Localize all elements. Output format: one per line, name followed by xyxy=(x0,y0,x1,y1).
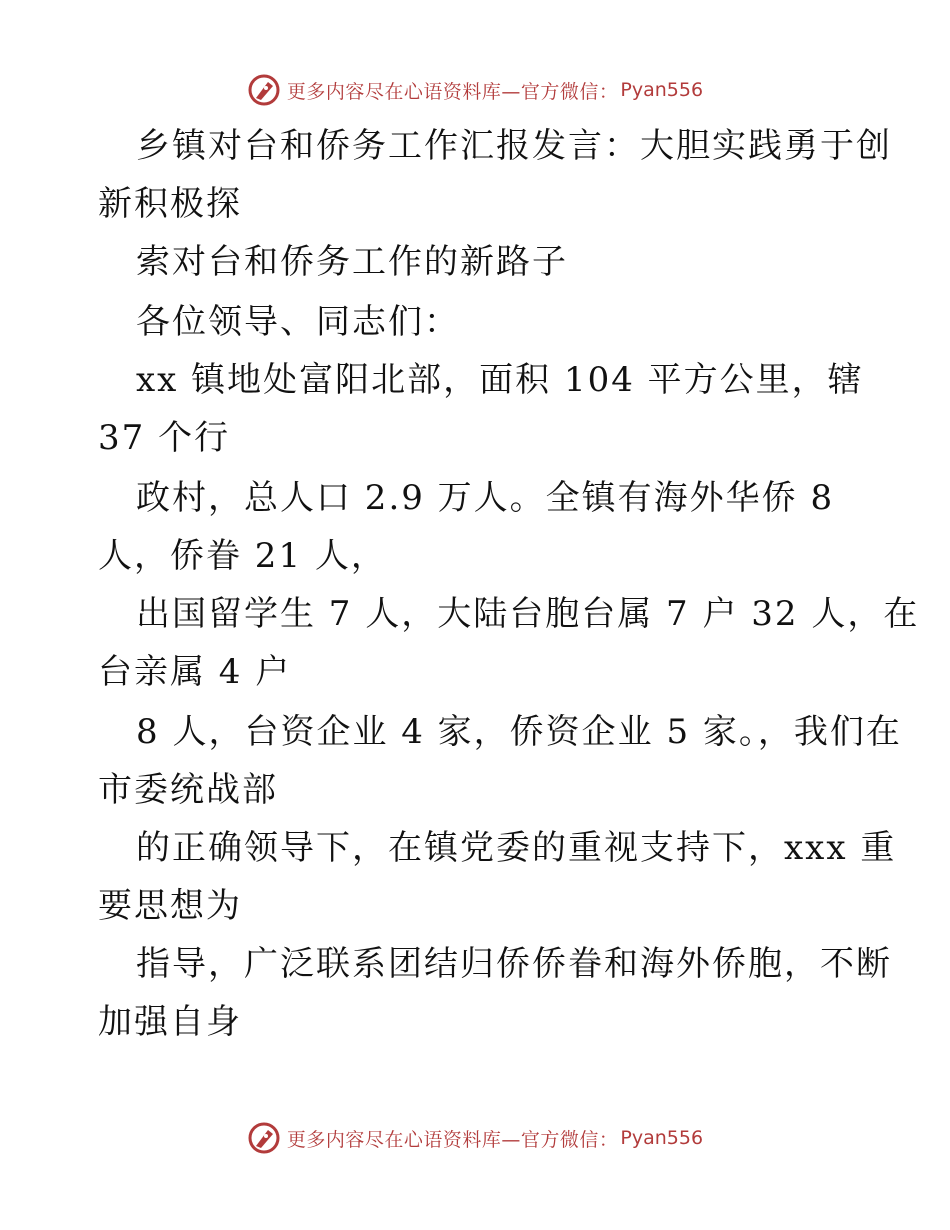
document-line: 8 人，台资企业 4 家，侨资企业 5 家。，我们在 xyxy=(136,712,902,752)
footer-banner-text: 更多内容尽在心语资料库—官方微信： xyxy=(286,1128,619,1151)
document-line: 出国留学生 7 人，大陆台胞台属 7 户 32 人，在 xyxy=(136,594,920,634)
footer-banner xyxy=(0,1118,950,1158)
header-banner-wechat-id: Pyan556 xyxy=(620,79,704,101)
document-line: 各位领导、同志们： xyxy=(136,302,460,342)
document-line: 37 个行 xyxy=(98,418,231,458)
header-banner-text: 更多内容尽在心语资料库—官方微信： xyxy=(286,80,619,103)
document-line: 政村，总人口 2.9 万人。全镇有海外华侨 8 xyxy=(136,478,835,518)
document-line: 新积极探 xyxy=(98,184,242,224)
footer-banner-wechat-id: Pyan556 xyxy=(620,1127,704,1149)
pen-nib-circle-icon xyxy=(247,1121,281,1155)
document-line: xx 镇地处富阳北部，面积 104 平方公里，辖 xyxy=(136,360,864,400)
header-banner xyxy=(0,70,950,110)
pen-nib-circle-icon xyxy=(247,73,281,107)
document-line: 的正确领导下，在镇党委的重视支持下，xxx 重 xyxy=(136,828,897,868)
document-line: 索对台和侨务工作的新路子 xyxy=(136,242,568,282)
document-line: 市委统战部 xyxy=(98,770,278,810)
document-line: 指导，广泛联系团结归侨侨眷和海外侨胞，不断 xyxy=(136,944,892,984)
document-line: 要思想为 xyxy=(98,886,242,926)
document-line: 加强自身 xyxy=(98,1002,242,1042)
document-line: 台亲属 4 户 xyxy=(98,652,292,692)
document-line: 人，侨眷 21 人， xyxy=(98,536,387,576)
document-line: 乡镇对台和侨务工作汇报发言：大胆实践勇于创 xyxy=(136,126,892,166)
